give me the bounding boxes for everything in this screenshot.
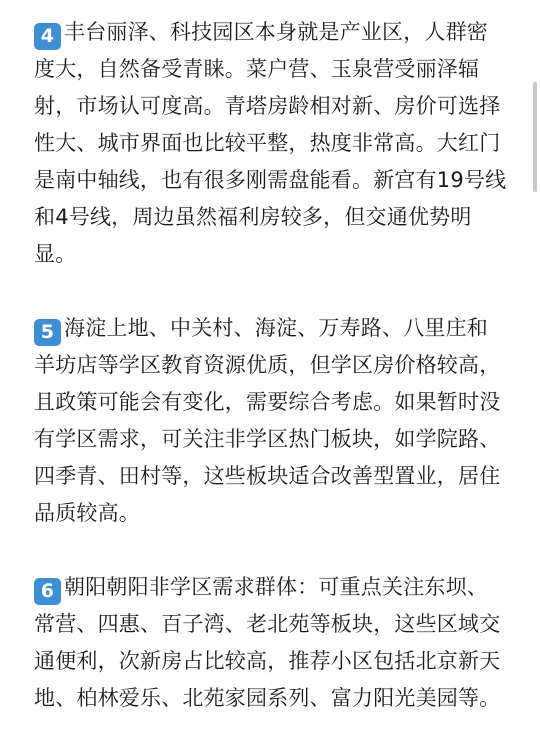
paragraph-fengtai (34, 14, 508, 273)
paragraph-haidian (34, 310, 508, 532)
paragraph-text: 海淀上地、中关村、海淀、万寿路、八里庄和羊坊店等学区教育资源优质，但学区房价格较高，且政策可能会有变化，需要综合考虑。如果暂时没有学区需求，可关注非学区热门板块，如学院路、四季青、田村等，这些板块适合改善型置业，居住品质较高。 (34, 316, 501, 525)
number-badge-4: 4 (34, 23, 61, 50)
scrollbar[interactable] (533, 82, 537, 192)
paragraph-chaoyang (34, 569, 508, 717)
paragraph-text: 朝阳朝阳非学区需求群体：可重点关注东坝、常营、四惠、百子湾、老北苑等板块，这些区域交通便利，次新房占比较高，推荐小区包括北京新天地、柏林爱乐、北苑家园系列、富力阳光美园等。 (34, 575, 501, 710)
article-body (34, 14, 508, 717)
number-badge-5: 5 (34, 319, 61, 346)
paragraph-text: 丰台丽泽、科技园区本身就是产业区，人群密度大，自然备受青睐。菜户营、玉泉营受丽泽辐射，市场认可度高。青塔房龄相对新、房价可选择性大、城市界面也比较平整，热度非常高。大红门是南中轴线，也有很多刚需盘能看。新宫有19号线和4号线，周边虽然福利房较多，但交通优势明显。 (34, 20, 507, 266)
number-badge-6: 6 (34, 578, 61, 605)
